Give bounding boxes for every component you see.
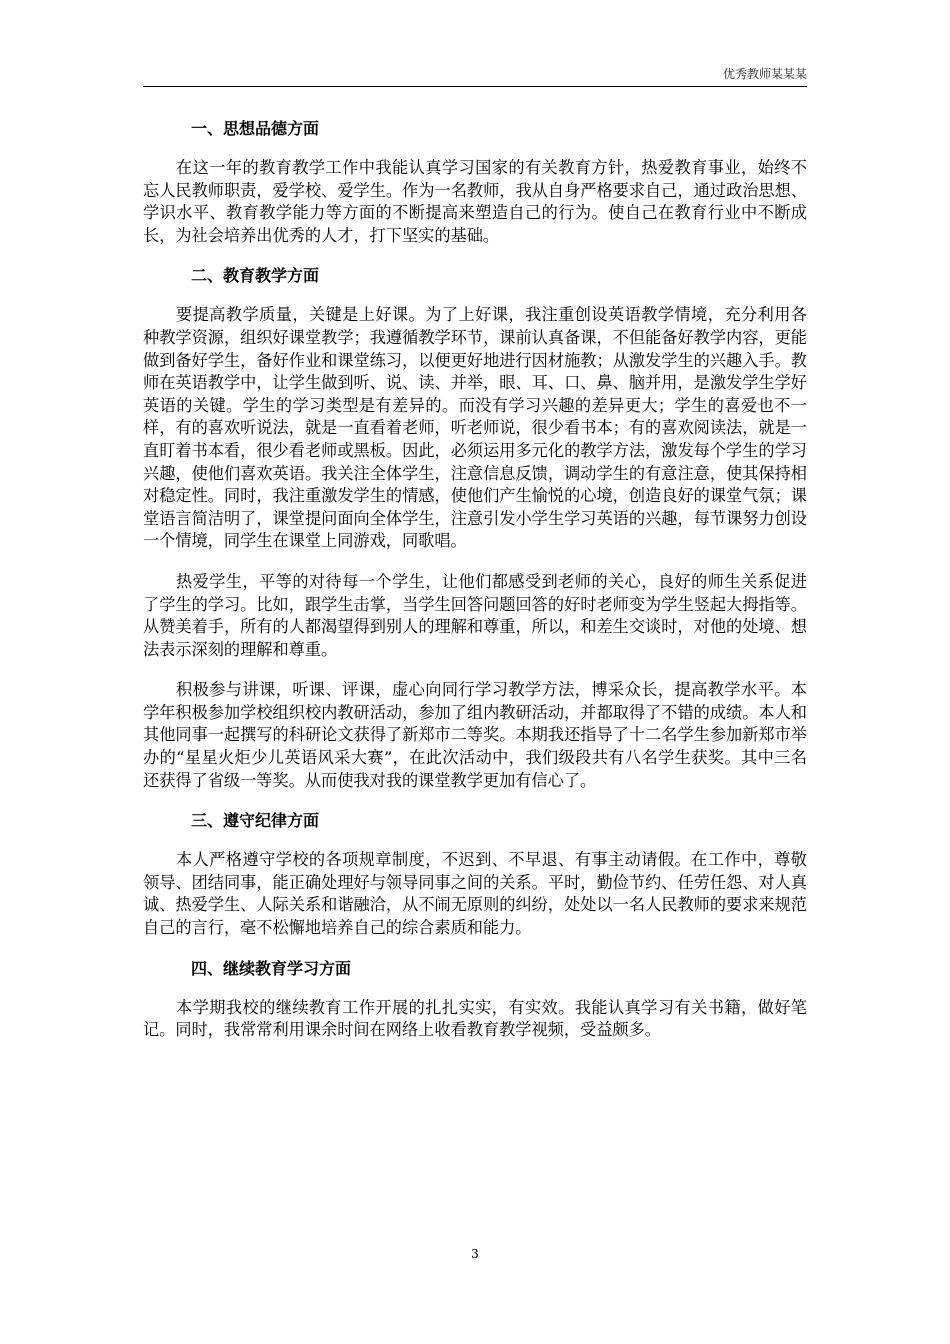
paragraph: 积极参与讲课，听课、评课，虚心向同行学习教学方法，博采众长，提高教学水平。本学年积极参加学校组织校内教研活动，参加了组内教研活动，并都取得了不错的成绩。本人和其他同事一起撰写的科研论文获得了新郑市二等奖。本期我还指导了十二名学生参加新郑市举办的“星星火炬少儿英语风采大赛”，在此次活动中，我们级段共有八名学生获奖。其中三名还获得了省级一等奖。从而使我对我的课堂教学更加有信心了。 [143, 680, 807, 790]
section-heading: 一、思想品德方面 [191, 119, 320, 138]
section-heading: 四、继续教育学习方面 [191, 958, 352, 978]
section-continuing-education [143, 958, 807, 1042]
page-number: 3 [471, 1247, 479, 1261]
document-body [143, 118, 807, 1042]
paragraph: 热爱学生，平等的对待每一个学生，让他们都感受到老师的关心，良好的师生关系促进了学生的学习。比如，跟学生击掌，当学生回答问题回答的好时老师变为学生竖起大拇指等。从赞美着手，所有的人都渴望得到别人的理解和尊重，所以，和差生交谈时，对他的处境、想法表示深刻的理解和尊重。 [143, 571, 807, 659]
section-heading: 三、遵守纪律方面 [191, 811, 320, 831]
section-discipline [143, 810, 807, 939]
section-ideology [143, 118, 807, 247]
section-teaching [143, 265, 807, 792]
section-heading: 二、教育教学方面 [191, 266, 320, 286]
page-header [143, 66, 807, 87]
header-text: 优秀教师某某某 [722, 67, 807, 81]
paragraph: 本学期我校的继续教育工作开展的扎扎实实，有实效。我能认真学习有关书籍，做好笔记。同时，我常常利用课余时间在网络上收看教育教学视频，受益颇多。 [143, 997, 807, 1040]
paragraph: 本人严格遵守学校的各项规章制度，不迟到、不早退、有事主动请假。在工作中，尊敬领导、团结同事，能正确处理好与领导同事之间的关系。平时，勤俭节约、任劳任怨、对人真诚、热爱学生、人际关系和谐融洽，从不闹无原则的纠纷，处处以一名人民教师的要求来规范自己的言行，毫不松懈地培养自己的综合素质和能力。 [143, 850, 807, 938]
paragraph: 要提高教学质量，关键是上好课。为了上好课，我注重创设英语教学情境，充分利用各种教学资源，组织好课堂教学；我遵循教学环节，课前认真备课，不但能备好教学内容，更能做到备好学生，备好作业和课堂练习，以便更好地进行因材施教；从激发学生的兴趣入手。教师在英语教学中，让学生做到听、说、读、并举，眼、耳、口、鼻、脑并用，是激发学生学好英语的关键。学生的学习类型是有差异的。而没有学习兴趣的差异更大；学生的喜爱也不一样，有的喜欢听说法，就是一直看着老师，听老师说，很少看书本；有的喜欢阅读法，就是一直盯着书本看，很少看老师或黑板。因此，必须运用多元化的教学方法，激发每个学生的学习兴趣，使他们喜欢英语。我关注全体学生，注意信息反馈，调动学生的有意注意，使其保持相对稳定性。同时，我注重激发学生的情感，使他们产生愉悦的心境，创造良好的课堂气氛；课堂语言简洁明了，课堂提问面向全体学生，注意引发小学生学习英语的兴趣，每节课努力创设一个情境，同学生在课堂上同游戏，同歌唱。 [143, 305, 807, 551]
paragraph: 在这一年的教育教学工作中我能认真学习国家的有关教育方针，热爱教育事业，始终不忘人民教师职责，爱学校、爱学生。作为一名教师，我从自身严格要求自己，通过政治思想、学识水平、教育教学能力等方面的不断提高来塑造自己的行为。使自己在教育行业中不断成长，为社会培养出优秀的人才，打下坚实的基础。 [143, 158, 807, 245]
